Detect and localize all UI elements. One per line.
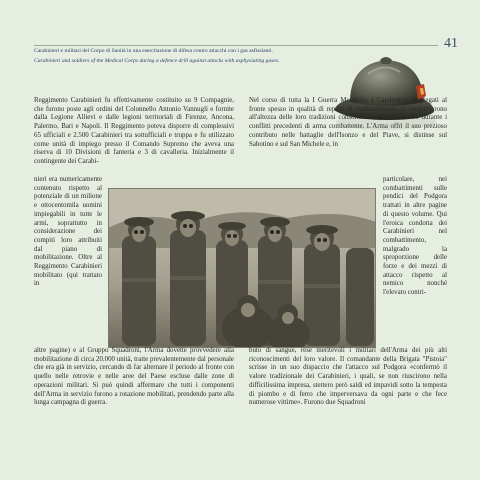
- column-right-wrap: particolare, nei combattimenti sulle pendici del Podgora trattati in altre pagine di questo volume. Qui l'eroica condotta dei Carabinieri nel combattimento, malgrado la sproporzione delle forze e dei mezzi di attacco rispetto al nemico nonché l'elevato contri-: [383, 176, 447, 297]
- column-left-top: Reggimento Carabinieri fu effettivamente costituito su 9 Compagnie, che furono poste agli ordini del Colonnello Antonio Vannugli e fornite dalla Legione Allievi e dalle legioni territoriali di Firenze, Ancona, Palermo, Bari e Napoli. Il Reggimento poteva disporre di complessivi 65 ufficiali e 2.500 Carabinieri tra sottufficiali e truppa e fu utilizzato come unità di impiego presso il Comando Supremo che aveva una riserva di 10 Divisioni di fanteria e 3 di cavalleria. Inizialmente il contingente dei Carabi-: [34, 97, 234, 165]
- column-right-top: Nel corso di tutta la I Guerra Mondiale, i Carabinieri, impiegati al fronte spesso in qualità di reparti di combattimento, si confermarono all'altezza delle loro tradizioni consolidando il ruolo svolto durante i conflitti precedenti di arma combattente. L'Arma offrì il suo prezioso contributo nelle battaglie dell'Isonzo e del Piave, si distinse sul Sabotino e sul San Michele e, in: [249, 97, 447, 148]
- caption-italian: Carabinieri e militari del Corpo di Sanità in una esercitazione di difesa contro attacchi con i gas asfissianti.: [34, 48, 273, 54]
- caption-english: Carabinieri and soldiers of the Medical Corps during a defence drill against attacks with asphyxiating gases.: [34, 58, 280, 64]
- column-left-bottom: altre pagine) e al Gruppo Squadroni, l'Arma dovette provvedere alla mobilitazione di circa 20.000 unità, tratte prevalentemente dal personale che era già in servizio, cercando di far alternare il periodo al fronte con quello nelle retrovie e nelle aree del Paese escluse dalle zone di operazioni militari. Si può quindi affermare che tutti i componenti dell'Arma in servizio furono a rotazione mobilitati, prendendo parte alla lunga campagna di guerra.: [34, 347, 234, 407]
- column-right-bottom: buto di sangue, rese meritevoli i militari dell'Arma dei più alti riconoscimenti del loro valore. Il comandante della Brigata "Pistoia" scrisse in un suo dispaccio che l'attacco sul Podgora «confermò il valore tradizionale dei Carabinieri, i quali, se non riuscirono nella difficilissima impresa, stettero però saldi ed impavidi sotto la tempesta di piombo e di ferro che imperversava da ogni parte e che fece numerose vittime». Furono due Squadroni: [249, 347, 447, 407]
- column-left-wrap: nieri era numericamente contenuto rispetto al potenziale di un milione e ottocentomila uomini impiegabili in tutte le armi, soprattutto in considerazione dei compiti loro attribuiti dal piano di mobilitazione. Oltre al Reggimento Carabinieri mobilitato (qui trattato in: [34, 176, 102, 288]
- page-number: 41: [444, 36, 458, 51]
- header-rule: [34, 45, 438, 46]
- photo-frame: [108, 188, 376, 348]
